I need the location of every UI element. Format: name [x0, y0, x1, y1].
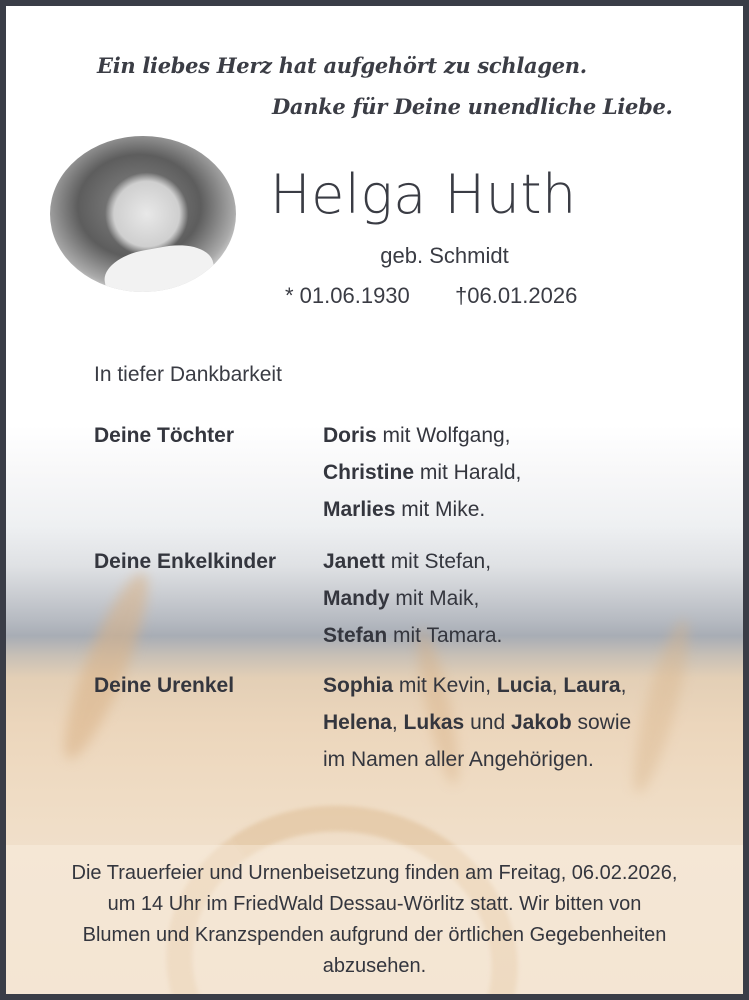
group-members: [323, 550, 502, 661]
member-line: [323, 498, 521, 535]
member-name: Doris: [323, 424, 377, 447]
member-line: [323, 461, 521, 498]
quote-line-2: Danke für Deine unendliche Liebe.: [272, 94, 673, 119]
quote-line-1: Ein liebes Herz hat aufgehört zu schlagen.: [97, 53, 587, 78]
member-name: Lucia: [496, 674, 552, 697]
member-name: Marlies: [323, 498, 396, 521]
death-date: †06.01.2026: [455, 283, 578, 308]
connector-text: ,: [551, 674, 564, 697]
member-line: [323, 550, 502, 587]
member-line: [323, 587, 502, 624]
deceased-name: Helga Huth: [270, 163, 577, 226]
group-label: Deine Enkelkinder: [94, 550, 277, 573]
group-members: [323, 674, 631, 785]
wheat-stalk-decoration: [620, 615, 699, 797]
member-partner: mit Tamara.: [387, 624, 503, 647]
notice-line-4: abzusehen.: [322, 955, 427, 977]
member-line: [323, 674, 631, 711]
member-name: Lukas: [403, 711, 465, 734]
member-name: Sophia: [323, 674, 394, 697]
ceremony-notice: [0, 858, 749, 982]
closing-text: im Namen aller Angehörigen.: [323, 748, 594, 771]
member-line: [323, 711, 631, 748]
member-line: [323, 424, 521, 461]
notice-line-1: Die Trauerfeier und Urnenbeisetzung finden am Freitag, 06.02.2026,: [71, 862, 678, 884]
member-partner: mit Mike.: [395, 498, 486, 521]
connector-text: ,: [620, 674, 627, 697]
wheat-stalk-decoration: [50, 566, 162, 766]
member-name: Christine: [323, 461, 415, 484]
member-partner: mit Harald,: [414, 461, 522, 484]
group-label: Deine Töchter: [94, 424, 235, 447]
member-name: Stefan: [323, 624, 388, 647]
connector-text: mit Kevin,: [393, 674, 497, 697]
intro-text: In tiefer Dankbarkeit: [94, 363, 282, 386]
connector-text: und: [464, 711, 511, 734]
notice-line-3: Blumen und Kranzspenden aufgrund der örtlichen Gegebenheiten: [82, 924, 667, 946]
birth-date: * 01.06.1930: [285, 283, 410, 308]
notice-line-2: um 14 Uhr im FriedWald Dessau-Wörlitz statt. Wir bitten von: [107, 893, 642, 915]
connector-text: ,: [391, 711, 404, 734]
member-name: Laura: [563, 674, 621, 697]
birth-name-text: geb. Schmidt: [380, 243, 509, 268]
member-name: Janett: [323, 550, 385, 573]
member-name: Jakob: [510, 711, 572, 734]
member-line: [323, 624, 502, 661]
group-label: Deine Urenkel: [94, 674, 235, 697]
group-members: [323, 424, 521, 535]
member-partner: mit Maik,: [389, 587, 480, 610]
birth-name: [0, 243, 749, 269]
member-line: [323, 748, 631, 785]
member-partner: mit Wolfgang,: [376, 424, 511, 447]
member-name: Helena: [323, 711, 392, 734]
connector-text: sowie: [571, 711, 632, 734]
member-partner: mit Stefan,: [384, 550, 492, 573]
member-name: Mandy: [323, 587, 390, 610]
